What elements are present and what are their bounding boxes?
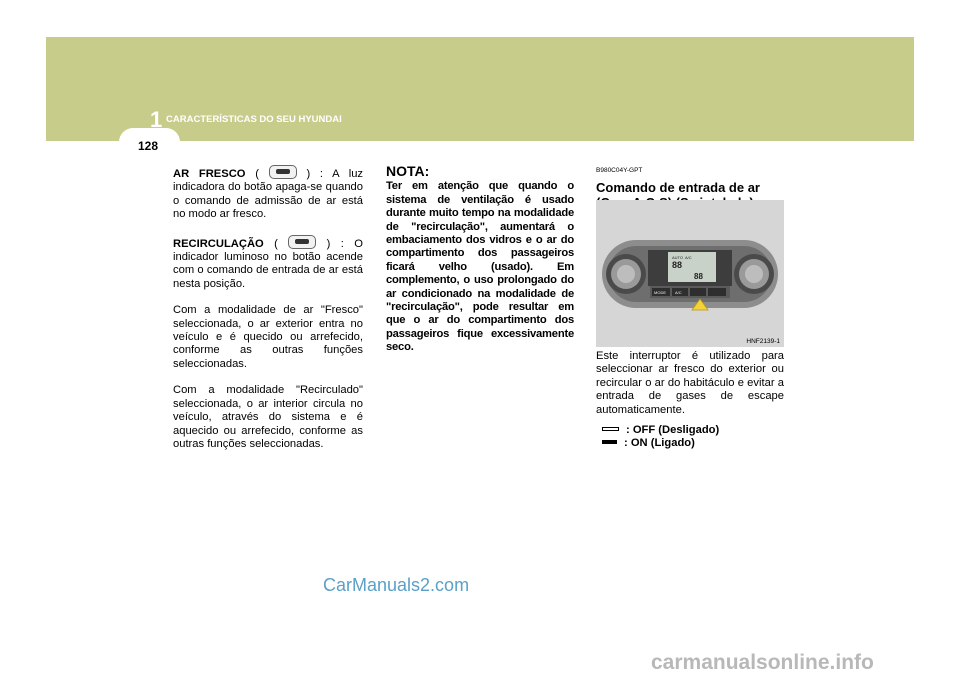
section-code: B980C04Y-GPT	[596, 167, 643, 174]
recirculation-text: ) : O indicador luminoso no botão acende com o comando de entrada de ar está nesta posição.	[173, 237, 363, 290]
nota-text: Ter em atenção que quando o sistema de ventilação é usado durante muito tempo na modalidade de "recirculação", aumentará o embaciamento dos vidros e o ar do compartimento dos passageiros ficará velho (usado). Em complemento, o uso prolongado do ar condicionado na modalidade de "recirculação", pode resultar em que o ar do compartimento dos passageiros fique excessivamente seco.	[386, 180, 574, 354]
fresh-air-paragraph: AR FRESCO ( ) : A luz indicadora do botão apaga-se quando o comando de admissão de ar está no modo ar fresco.	[173, 165, 363, 222]
indicator-off-icon	[602, 427, 619, 431]
fresh-mode-paragraph: Com a modalidade de ar "Fresco" seleccionada, o ar exterior entra no veículo e é quecido ou arrefecido, conforme as outras funções seleccionadas.	[173, 304, 363, 370]
legend-on-row	[602, 437, 695, 450]
page-number: 128	[138, 139, 159, 153]
photo-caption: HNF2139-1	[746, 338, 780, 345]
climate-panel-illustration	[596, 200, 784, 347]
column-left	[173, 165, 363, 464]
recirculation-paragraph: RECIRCULAÇÃO ( ) : O indicador luminoso no botão acende com o comando de entrada de ar está nesta posição.	[173, 235, 363, 292]
recirculation-label: RECIRCULAÇÃO	[173, 237, 264, 250]
recirc-mode-paragraph: Com a modalidade "Recirculado" seleccionada, o ar interior circula no veículo, através do sistema e é aquecido ou arrefecido, conforme as outras funções seleccionadas.	[173, 384, 363, 450]
legend-off-text: : OFF (Desligado)	[626, 424, 720, 436]
recirculation-button-icon	[288, 235, 316, 249]
panel-ac-button-label: A/C	[675, 290, 682, 295]
watermark-carmanuals[interactable]: CarManuals2.com	[323, 575, 470, 595]
legend-off-row	[602, 424, 719, 437]
fresh-air-label: AR FRESCO	[173, 168, 246, 180]
panel-ac-label: A/C	[685, 255, 692, 260]
legend-on-text: : ON (Ligado)	[624, 437, 695, 449]
chapter-title: CARACTERÍSTICAS DO SEU HYUNDAI	[166, 114, 342, 125]
panel-temp-right: 88	[694, 272, 703, 281]
header-band	[46, 37, 914, 141]
section-title: Comando de entrada de ar	[596, 180, 760, 196]
panel-auto-label: AUTO	[672, 255, 684, 260]
chapter-number: 1	[150, 107, 163, 132]
panel-mode-label: MODE	[654, 290, 666, 295]
fresh-air-button-icon	[269, 165, 297, 179]
watermark-carmanualsonline[interactable]: carmanualsonline.info	[651, 651, 874, 674]
fresh-air-text: ) : A luz indicadora do botão apaga-se quando o comando de admissão de ar está no modo ar fresco.	[173, 168, 364, 221]
panel-temp-left: 88	[672, 260, 683, 270]
nota-title: NOTA:	[386, 163, 430, 179]
panel-recirculation-button	[690, 288, 706, 296]
column-middle	[386, 165, 574, 355]
section-body: Este interruptor é utilizado para seleccionar ar fresco do exterior ou recircular o ar do habitáculo e evitar a entrada de gases de escape automaticamente.	[596, 350, 784, 416]
climate-panel-photo	[596, 200, 784, 347]
indicator-on-icon	[602, 440, 617, 444]
